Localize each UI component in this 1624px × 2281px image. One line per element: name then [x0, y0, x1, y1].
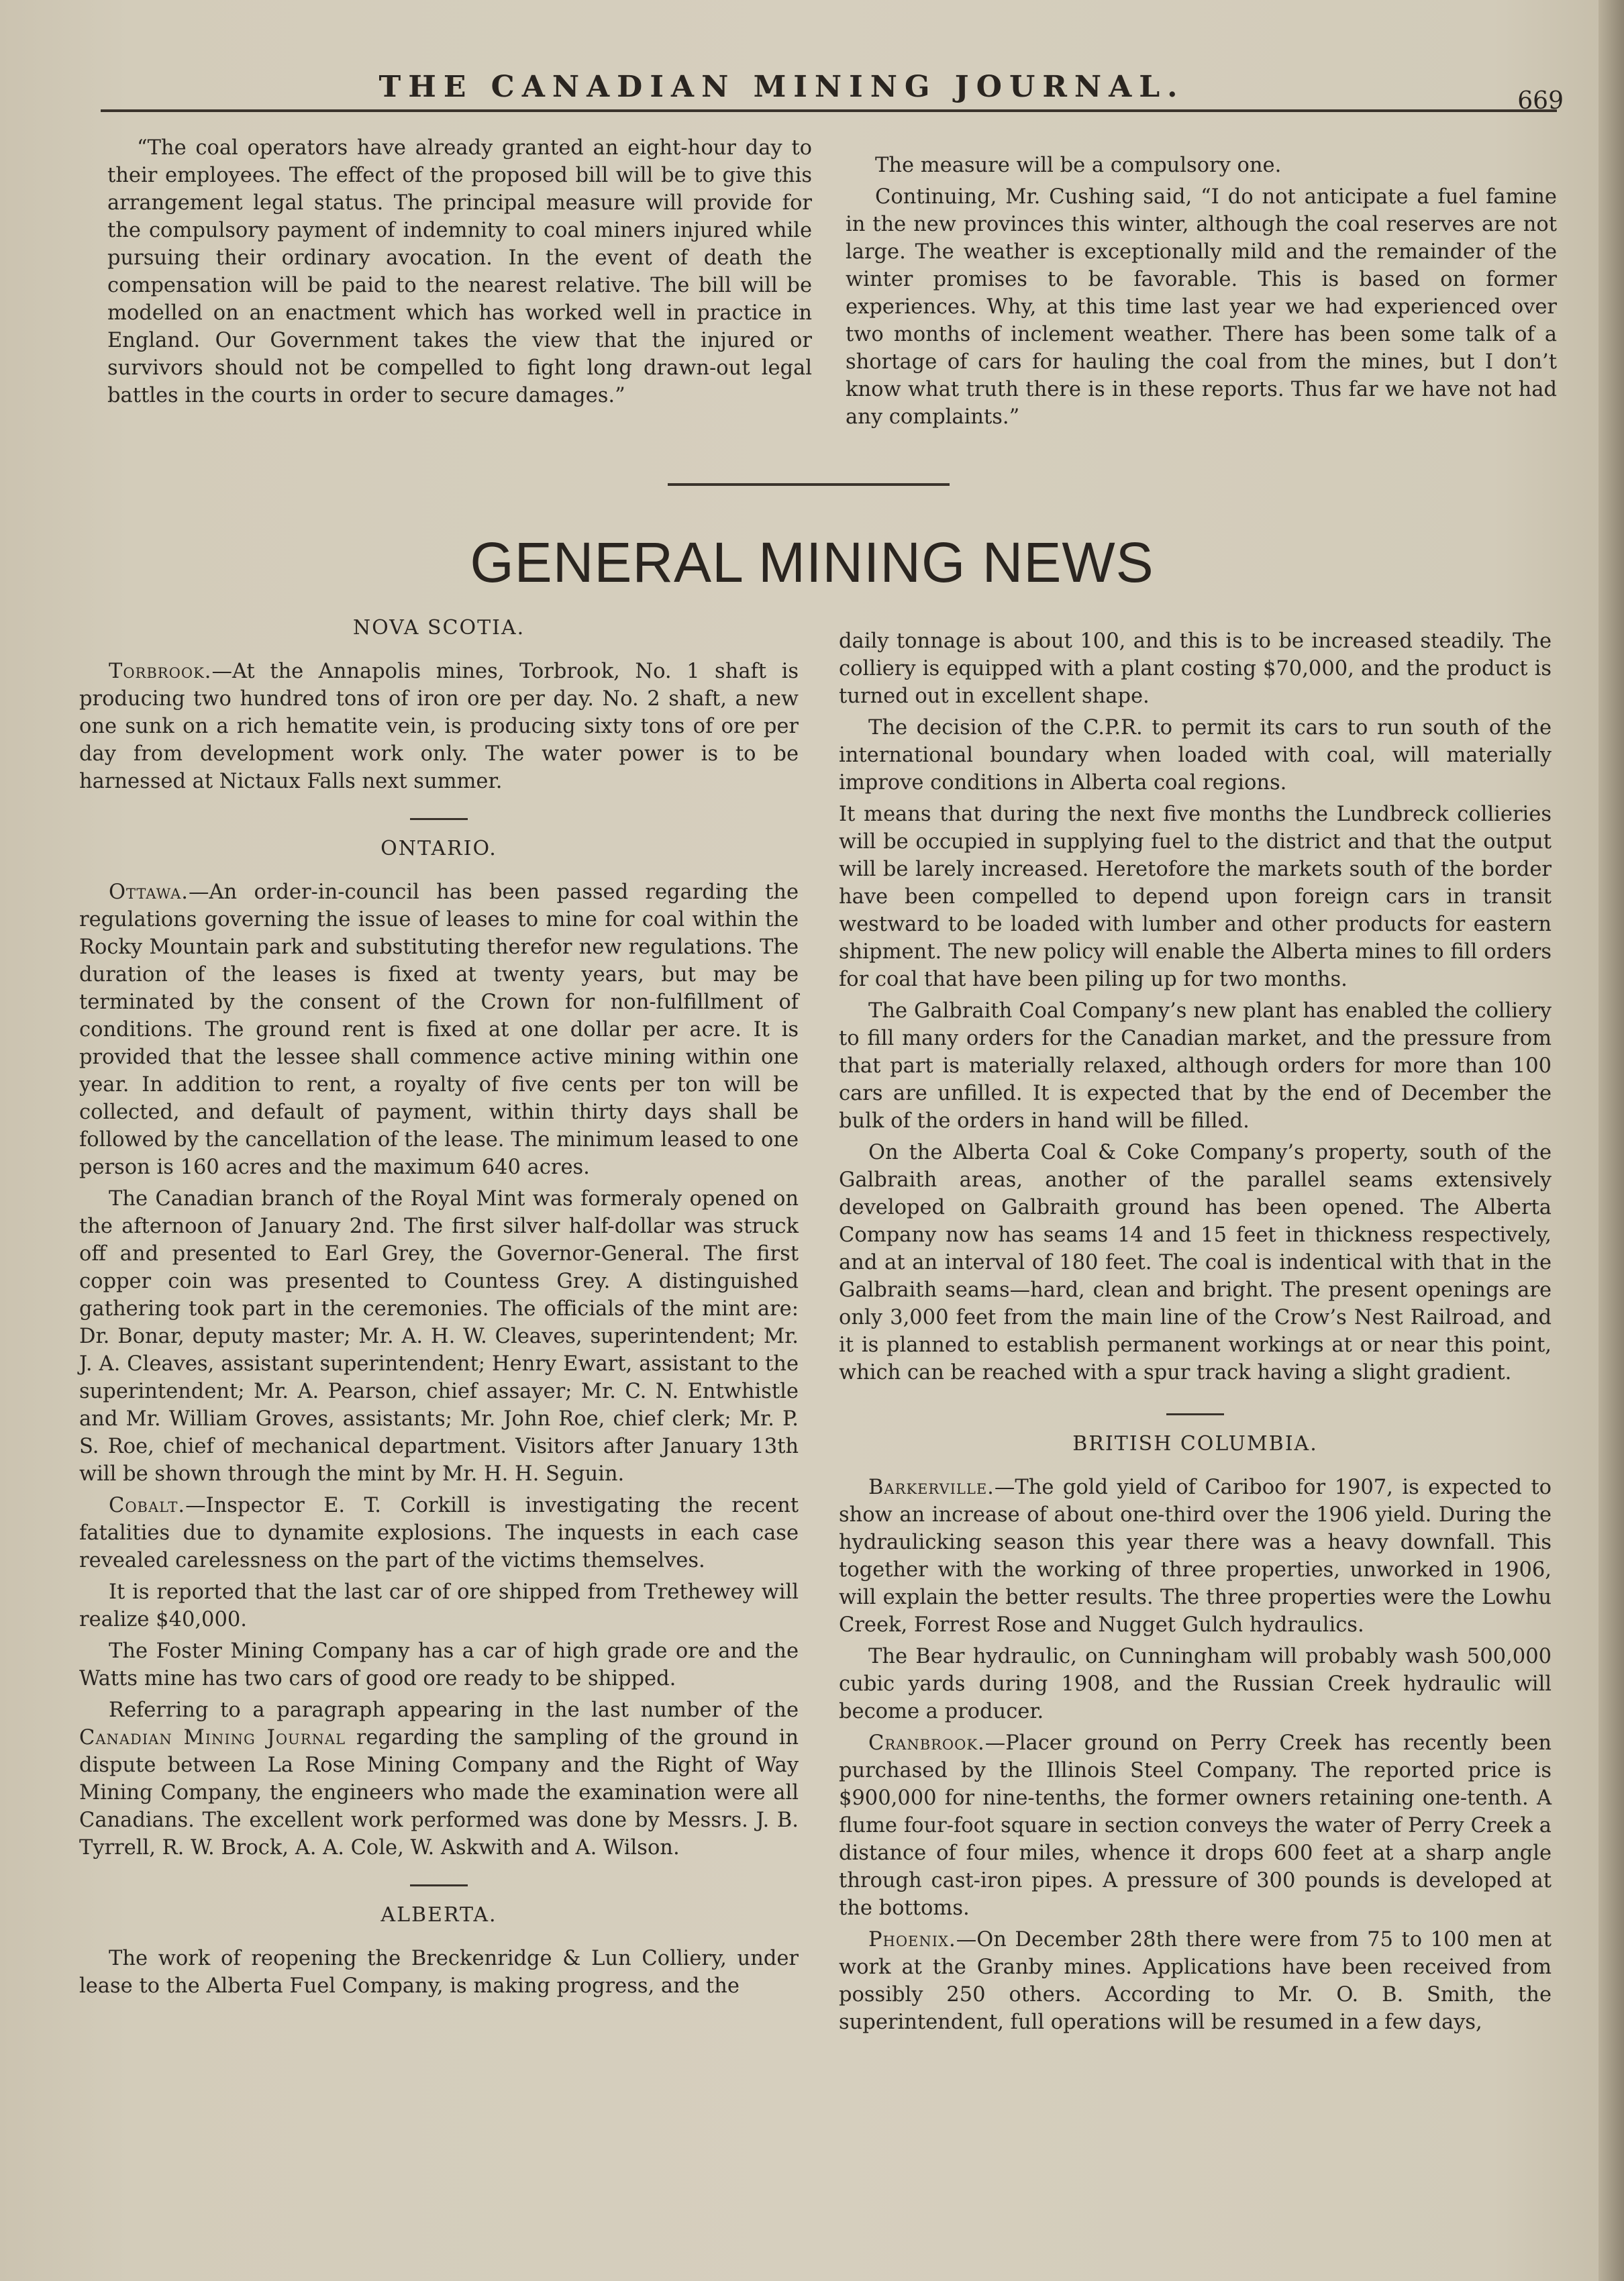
place-name: Torbrook.	[109, 660, 212, 683]
news-left-column	[79, 614, 799, 2000]
continued-article-right-column	[846, 152, 1557, 431]
paragraph-cobalt: Cobalt.—Inspector E. T. Corkill is investigating the recent fatalities due to dynamite explosions. The inquests in each case revealed carelessness on the part of the victims themselves.	[79, 1494, 799, 1572]
section-divider	[668, 483, 950, 486]
heading-alberta: ALBERTA.	[380, 1903, 497, 1927]
continued-article-left-column	[107, 134, 812, 409]
divider	[410, 818, 468, 820]
journal-title: THE CANADIAN MINING JOURNAL.	[378, 70, 1185, 104]
paragraph-alberta-coal-coke: On the Alberta Coal & Coke Company’s property, south of the Galbraith areas, another of the parallel seams extensively developed on Galbraith ground has been opened. The Alberta Company now has seams 14 and 15 feet in thickness respectively, and at an interval of 180 feet. The coal is indentical with that in the Galbraith seams—hard, clean and bright. The present openings are only 3,000 feet from the main line of the Crow’s Nest Railroad, and it is planned to establish permanent workings at or near this point, which can be reached with a spur track having a slight gradient.	[839, 1141, 1552, 1384]
paragraph-foster: The Foster Mining Company has a car of high grade ore and the Watts mine has two cars of good ore ready to be shipped.	[79, 1639, 799, 1690]
journal-reference: Canadian Mining Journal	[79, 1726, 346, 1750]
place-name: Phoenix.	[868, 1928, 956, 1951]
heading-nova-scotia: NOVA SCOTIA.	[352, 616, 525, 640]
paragraph-bear-hydraulic: The Bear hydraulic, on Cunningham will probably wash 500,000 cubic yards during 1908, and the Russian Creek hydraulic will become a producer.	[839, 1645, 1552, 1723]
paragraph-ottawa: Ottawa.—An order-in-council has been passed regarding the regulations governing the issue of leases to mine for coal within the Rocky Mountain park and substituting therefor new regulations. The duration of the leases is fixed at twenty years, but may be terminated by the consent of the Crown for non-fulfillment of conditions. The ground rent is fixed at one dollar per acre. It is provided that the lessee shall commence active mining within one year. In addition to rent, a royalty of five cents per ton will be collected, and default of payment, within thirty days shall be followed by the cancellation of the lease. The minimum leased to one person is 160 acres and the maximum 640 acres.	[79, 880, 799, 1179]
paragraph-cranbrook: Cranbrook.—Placer ground on Perry Creek has recently been purchased by the Illinois Steel Company. The reported price is $900,000 for nine-tenths, the former owners retaining one-tenth. A flume four-foot square in section conveys the water of Perry Creek a distance of four miles, whence it drops 600 feet at a sharp angle through cast-iron pipes. A pressure of 300 pounds is developed at the bottoms.	[839, 1731, 1552, 1920]
paragraph-trethewey: It is reported that the last car of ore shipped from Trethewey will realize $40,000.	[79, 1580, 799, 1631]
paragraph-breckenridge-continued: daily tonnage is about 100, and this is to be increased steadily. The colliery is equipped with a plant costing $70,000, and the product is turned out in excellent shape.	[839, 629, 1552, 708]
place-name: Ottawa.	[109, 880, 189, 904]
heading-british-columbia: BRITISH COLUMBIA.	[1072, 1432, 1318, 1456]
paragraph: The measure will be a compulsory one.	[875, 154, 1282, 177]
divider	[410, 1884, 468, 1886]
paragraph-torbrook: Torbrook.—At the Annapolis mines, Torbrook, No. 1 shaft is producing two hundred tons of iron ore per day. No. 2 shaft, a new one sunk on a rich hematite vein, is producing sixty tons of ore per day from development work only. The water power is to be harnessed at Nictaux Falls next summer.	[79, 660, 799, 793]
paragraph-galbraith: The Galbraith Coal Company’s new plant has enabled the colliery to fill many orders for the Canadian market, and the pressure from that part is materially relaxed, although orders for more than 100 cars are unfilled. It is expected that by the end of December the bulk of the orders in hand will be filled.	[839, 999, 1552, 1133]
paragraph-mint: The Canadian branch of the Royal Mint was formeraly opened on the afternoon of January 2nd. The first silver half-dollar was struck off and presented to Earl Grey, the Governor-General. The first copper coin was presented to Countess Grey. A distinguished gathering took part in the ceremonies. The officials of the mint are: Dr. Bonar, deputy master; Mr. A. H. W. Cleaves, superintendent; Mr. J. A. Cleaves, assistant superintendent; Henry Ewart, assistant to the superintendent; Mr. A. Pearson, chief assayer; Mr. C. N. Entwhistle and Mr. William Groves, assistants; Mr. John Roe, chief clerk; Mr. P. S. Roe, chief of mechanical department. Visitors after January 13th will be shown through the mint by Mr. H. H. Seguin.	[79, 1187, 799, 1486]
running-head	[101, 70, 1564, 115]
paragraph-phoenix: Phoenix.—On December 28th there were from 75 to 100 men at work at the Granby mines. Applications have been received from possibly 250 others. According to Mr. O. B. Smith, the superintendent, full operations will be resumed in a few days,	[839, 1928, 1552, 2034]
paragraph-barkerville: Barkerville.—The gold yield of Cariboo for 1907, is expected to show an increase of about one-third over the 1906 yield. During the hydraulicking season this year there was a heavy downfall. This together with the working of three properties, unworked in 1906, will explain the better results. The three properties were the Lowhu Creek, Forrest Rose and Nugget Gulch hydraulics.	[839, 1476, 1552, 1637]
place-name: Barkerville.	[868, 1476, 995, 1499]
divider	[1166, 1413, 1224, 1415]
section-title: GENERAL MINING NEWS	[470, 531, 1154, 594]
paragraph-cpr: The decision of the C.P.R. to permit its cars to run south of the international boundary when loaded with coal, will materially improve conditions in Alberta coal regions.	[839, 716, 1552, 795]
paragraph-lundbreck: It means that during the next five months the Lundbreck collieries will be occupied in supplying fuel to the district and that the output will be larely increased. Heretofore the markets south of the border have been compelled to depend upon foreign cars in transit westward to be loaded with lumber and other products for eastern shipment. The new policy will enable the Alberta mines to fill orders for coal that have been piling up for two months.	[839, 803, 1552, 991]
place-name: Cranbrook.	[868, 1731, 985, 1755]
page-edge-shadow	[1598, 0, 1624, 2281]
heading-ontario: ONTARIO.	[380, 837, 497, 860]
quote-paragraph: “The coal operators have already granted an eight-hour day to their employees. The effect of the proposed bill will be to give this arrangement legal status. The principal measure will provide for the compulsory payment of indemnity to coal miners injured while pursuing their ordinary avocation. In the event of death the compensation will be paid to the nearest relative. The bill will be modelled on an enactment which has worked well in practice in England. Our Government takes the view that the injured or survivors should not be compelled to fight long drawn-out legal battles in the courts in order to secure damages.”	[107, 136, 812, 407]
paragraph: Continuing, Mr. Cushing said, “I do not anticipate a fuel famine in the new provinces this winter, although the coal reserves are not large. The weather is exceptionally mild and the remainder of the winter promises to be favorable. This is based on former experiences. Why, at this time last year we had experienced over two months of inclement weather. There has been some talk of a shortage of cars for hauling the coal from the mines, but I don’t know what truth there is in these reports. Thus far we have not had any complaints.”	[846, 185, 1557, 429]
page-number: 669	[1517, 87, 1564, 115]
place-name: Cobalt.	[109, 1494, 186, 1517]
news-right-column	[839, 627, 1552, 2036]
header-rule	[101, 109, 1557, 112]
paragraph-breckenridge: The work of reopening the Breckenridge & Lun Colliery, under lease to the Alberta Fuel Company, is making progress, and the	[79, 1947, 799, 1998]
paragraph-referring: Referring to a paragraph appearing in the last number of the Canadian Mining Journal regarding the sampling of the ground in dispute between La Rose Mining Company and the Right of Way Mining Company, the engineers who made the examination were all Canadians. The excellent work performed was done by Messrs. J. B. Tyrrell, R. W. Brock, A. A. Cole, W. Askwith and A. Wilson.	[79, 1699, 799, 1860]
